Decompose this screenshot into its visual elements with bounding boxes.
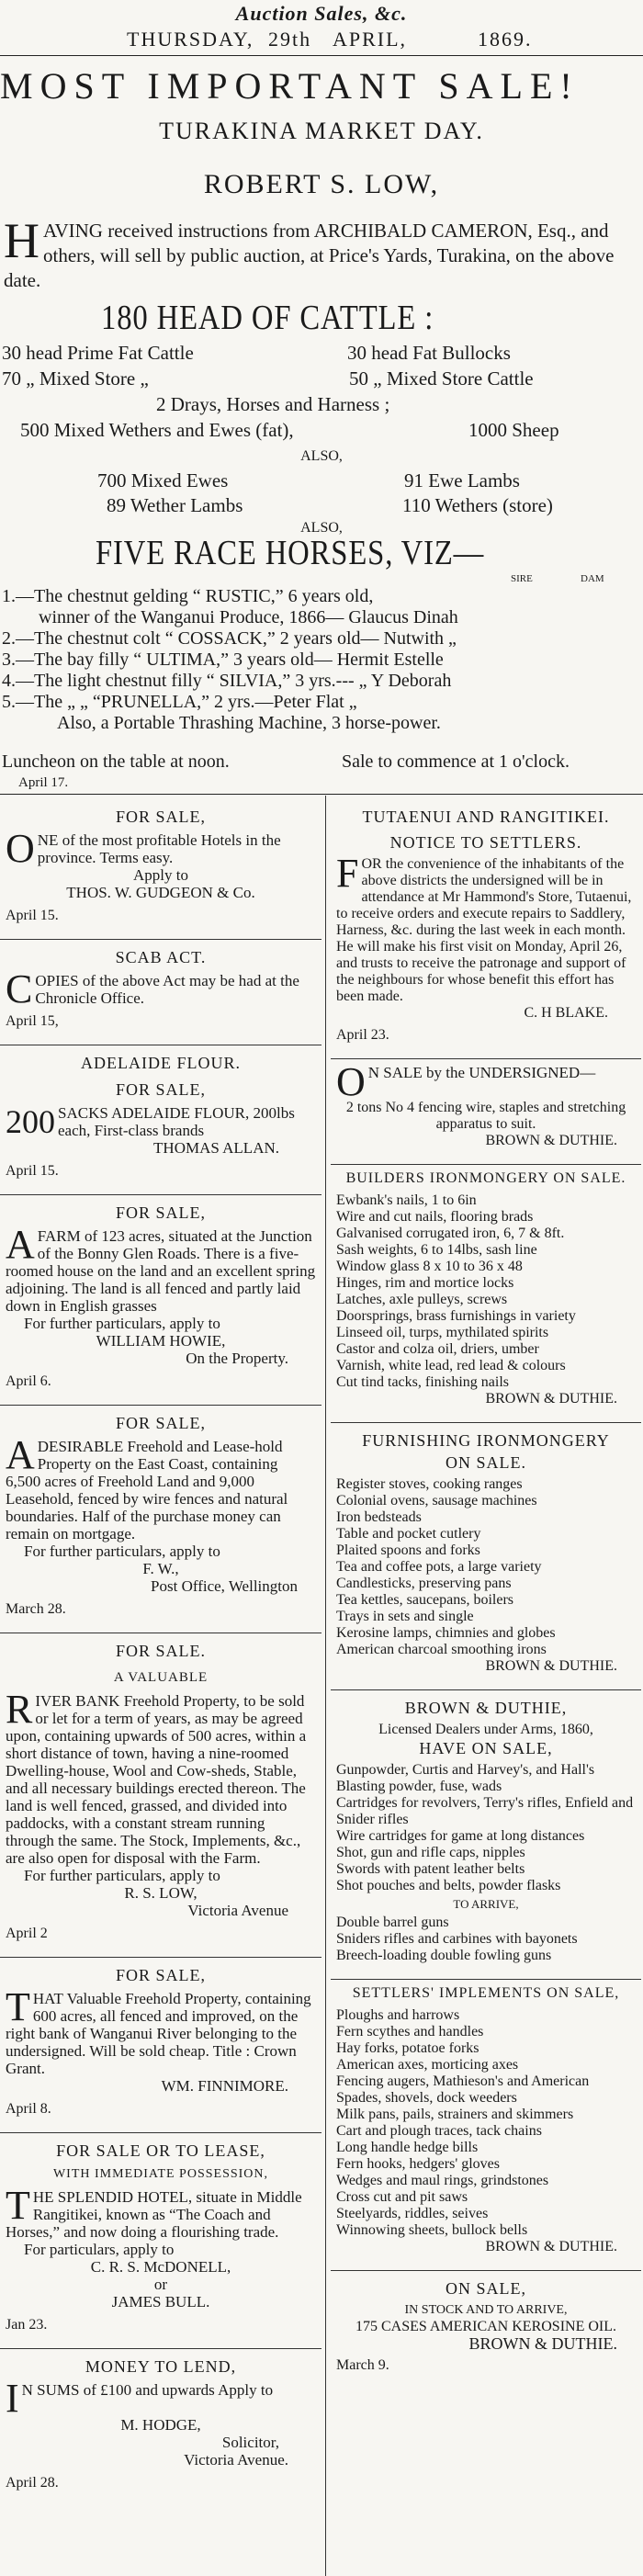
- lead-subtitle: TURAKINA MARKET DAY.: [159, 118, 484, 144]
- list-item: Hay forks, potatoe forks: [336, 2040, 479, 2056]
- item-list: [336, 2007, 636, 2239]
- ad-heading: FOR SALE,: [115, 1203, 206, 1222]
- list-item: Latches, axle pulleys, screws: [336, 1292, 508, 1307]
- ad-builders-ironmongery: [331, 1170, 641, 1417]
- ad-heading: FOR SALE OR TO LEASE,: [56, 2141, 265, 2160]
- ad-heading: FOR SALE.: [115, 1642, 206, 1660]
- separator: [331, 1979, 641, 1980]
- ad-river-bank: [0, 1643, 322, 1951]
- ad-subheading: FOR SALE,: [115, 1080, 206, 1099]
- ad-signature: C. R. S. McDONELL,: [90, 2258, 231, 2276]
- list-item: Swords with patent leather belts: [336, 1861, 525, 1877]
- ad-farm-sale: [0, 1204, 322, 1399]
- drop-cap: A: [6, 1222, 35, 1267]
- ad-text: OPIES of the above Act may be had at the Chronicle Office.: [35, 972, 299, 1007]
- list-item: Blasting powder, fuse, wads: [336, 1779, 502, 1794]
- horse-line: winner of the Wanganui Produce, 1866— Glaucus Dinah: [39, 607, 458, 627]
- sheep-item: 700 Mixed Ewes: [97, 469, 229, 491]
- ad-apply: For particulars, apply to: [24, 2241, 175, 2258]
- list-item: Fern scythes and handles: [336, 2024, 484, 2039]
- ad-kerosine-oil: [331, 2280, 641, 2383]
- ad-body: [336, 851, 636, 1005]
- separator: [0, 1194, 322, 1195]
- sheep-item: 89 Wether Lambs: [107, 494, 243, 516]
- drop-cap: A: [6, 1432, 35, 1477]
- ad-apply: Apply to: [133, 866, 188, 884]
- list-item: Cut tind tacks, finishing nails: [336, 1374, 509, 1390]
- list-item: Plaited spoons and forks: [336, 1542, 480, 1558]
- ad-text: SACKS ADELAIDE FLOUR, 200lbs each, First-class brands: [58, 1104, 295, 1139]
- ad-date: Jan 23.: [6, 2317, 48, 2333]
- ad-body: [336, 1059, 636, 1104]
- ad-body: [6, 1687, 316, 1867]
- list-item: Wire cartridges for game at long distances: [336, 1828, 585, 1844]
- list-item: Cart and plough traces, tack chains: [336, 2123, 542, 2139]
- cattle-list: [0, 340, 643, 443]
- separator: [331, 1689, 641, 1690]
- ad-signature-line: Post Office, Wellington: [151, 1577, 298, 1595]
- column-divider: [325, 796, 326, 2576]
- ad-subheading: HAVE ON SALE,: [419, 1739, 553, 1757]
- ad-date: April 15.: [6, 1163, 59, 1179]
- list-item: American axes, morticing axes: [336, 2057, 519, 2073]
- drop-cap: F: [336, 851, 359, 896]
- commence-note: Sale to commence at 1 o'clock.: [342, 751, 570, 772]
- list-item: Fencing augers, Mathieson's and American: [336, 2073, 590, 2089]
- ad-date: April 8.: [6, 2101, 51, 2117]
- cattle-item: 50 „ Mixed Store Cattle: [349, 367, 534, 390]
- horse-line: 4.—The light chestnut filly “ SILVIA,” 3 yrs.--- „ Y Deborah: [2, 671, 452, 691]
- ad-subheading: WITH IMMEDIATE POSSESSION,: [52, 2167, 269, 2181]
- list-item: Gunpowder, Curtis and Harvey's, and Hall's: [336, 1762, 595, 1778]
- ad-signature-line: Victoria Avenue: [187, 1902, 288, 1919]
- item-list: [336, 1915, 636, 1964]
- ad-date: April 15,: [6, 1013, 59, 1029]
- ad-text: HAT Valuable Freehold Property, containing 600 acres, all fenced and improved, on the right bank of Wanganui River belonging to the undersigned. Will be sold cheap. Title : Crown Grant.: [6, 1990, 311, 2077]
- list-item: Breech-loading double fowling guns: [336, 1948, 552, 1963]
- separator: [0, 1405, 322, 1406]
- ad-heading: BUILDERS IRONMONGERY ON SALE.: [345, 1170, 626, 1186]
- ad-heading: SETTLERS' IMPLEMENTS ON SALE,: [352, 1985, 620, 2001]
- sheep-list: [0, 469, 643, 518]
- thrashing-line: Also, a Portable Thrashing Machine, 3 horse-power.: [57, 713, 441, 733]
- ad-heading: FOR SALE,: [115, 1966, 206, 1984]
- list-item: Ewbank's nails, 1 to 6in: [336, 1192, 477, 1208]
- horse-line: 1.—The chestnut gelding “ RUSTIC,” 6 years old,: [2, 586, 374, 606]
- list-item: Long handle hedge bills: [336, 2140, 479, 2155]
- ad-signature: F. W.,: [142, 1560, 179, 1577]
- cattle-item: 1000 Sheep: [468, 419, 559, 441]
- list-item: Candlesticks, preserving pans: [336, 1576, 512, 1591]
- ad-body: [6, 2376, 316, 2421]
- ad-subheading: NOTICE TO SETTLERS.: [389, 833, 582, 852]
- ad-heading: MONEY TO LEND,: [85, 2357, 237, 2376]
- ad-settlers-implements: [331, 1985, 641, 2265]
- lead-title: MOST IMPORTANT SALE!: [0, 65, 580, 107]
- drop-cap: H: [4, 213, 39, 268]
- cattle-item: 500 Mixed Wethers and Ewes (fat),: [20, 419, 294, 441]
- list-item: Colonial ovens, sausage machines: [336, 1493, 537, 1508]
- ad-date: April 15.: [6, 908, 59, 923]
- ad-signature: THOMAS ALLAN.: [153, 1139, 279, 1157]
- item-list: [336, 1192, 636, 1391]
- rule: [0, 55, 643, 56]
- ad-signature: BROWN & DUTHIE.: [485, 1391, 617, 1407]
- list-item: Wire and cut nails, flooring brads: [336, 1209, 534, 1225]
- dateline-date: 29th: [268, 28, 312, 51]
- ad-apply: For further particulars, apply to: [24, 1315, 220, 1332]
- item-list: [336, 1762, 636, 1894]
- sheep-item: 110 Wethers (store): [402, 494, 553, 516]
- ad-text: 175 CASES AMERICAN KEROSINE OIL.: [355, 2319, 616, 2334]
- lead-date: April 17.: [18, 775, 69, 790]
- horses-list: [2, 586, 641, 734]
- ad-hotel-sale: [0, 808, 322, 933]
- ad-date: April 2: [6, 1926, 48, 1941]
- ad-arms-dealers: [331, 1700, 641, 1973]
- ad-signature: R. S. LOW,: [124, 1884, 197, 1902]
- ad-heading: ON SALE,: [446, 2279, 526, 2298]
- ad-signature: BROWN & DUTHIE.: [485, 1133, 617, 1148]
- ad-heading: BROWN & DUTHIE,: [404, 1699, 568, 1717]
- list-item: Shot, gun and rifle caps, nipples: [336, 1845, 525, 1860]
- horses-heading: FIVE RACE HORSES, VIZ—: [96, 534, 485, 572]
- ad-body: [6, 1984, 316, 2077]
- list-item: Iron bedsteads: [336, 1509, 422, 1525]
- separator: [331, 1058, 641, 1059]
- list-item: Winnowing sheets, bullock bells: [336, 2222, 528, 2238]
- ad-furnishing-ironmongery: [331, 1432, 641, 1684]
- drop-cap: 200: [6, 1103, 55, 1140]
- ad-body: [6, 1222, 316, 1315]
- list-item: Fern hooks, hedgers' gloves: [336, 2156, 500, 2172]
- also-label: ALSO,: [300, 520, 343, 536]
- left-column: [0, 799, 322, 2501]
- ad-text: HE SPLENDID HOTEL, situate in Middle Rangitikei, known as “The Coach and Horses,” and now doing a flourishing trade.: [6, 2188, 302, 2241]
- ad-heading: ADELAIDE FLOUR.: [81, 1054, 241, 1072]
- rule: [0, 794, 643, 795]
- ad-text: DESIRABLE Freehold and Lease-hold Property on the East Coast, containing 6,500 acres of Freehold Land and 9,000 Leasehold, fenced by wire fences and natural boundaries. Half of the purchase money can remain on mortgage.: [6, 1438, 288, 1542]
- lead-intro-text: AVING received instructions from ARCHIBALD CAMERON, Esq., and others, will sell by public auction, at Price's Yards, Turakina, on the above date.: [4, 220, 615, 291]
- list-item: Table and pocket cutlery: [336, 1526, 481, 1542]
- right-column: [331, 799, 641, 2383]
- list-item: Hinges, rim and mortice locks: [336, 1275, 514, 1291]
- ad-body: [6, 1104, 316, 1139]
- ad-text: N SUMS of £100 and upwards Apply to: [21, 2381, 274, 2399]
- ad-apply: For further particulars, apply to: [24, 1867, 220, 1884]
- list-item: Steelyards, riddles, seives: [336, 2206, 489, 2221]
- list-item: Galvanised corrugated iron, 6, 7 & 8ft.: [336, 1226, 565, 1241]
- ad-body: [6, 2183, 316, 2241]
- ad-signature-line: Solicitor,: [221, 2434, 279, 2451]
- list-item: Cross cut and pit saws: [336, 2189, 468, 2205]
- ad-scab-act: [0, 949, 322, 1039]
- dateline-year: 1869.: [478, 28, 533, 51]
- list-item: Register stoves, cooking ranges: [336, 1476, 523, 1492]
- luncheon-note: Luncheon on the table at noon.: [2, 751, 230, 772]
- lead-intro: [4, 213, 637, 293]
- separator: [331, 2270, 641, 2271]
- ad-heading: FURNISHING IRONMONGERY: [362, 1431, 610, 1450]
- cattle-heading: 180 HEAD OF CATTLE :: [101, 299, 434, 337]
- separator: [0, 2132, 322, 2133]
- ad-subheading: ON SALE.: [446, 1453, 526, 1472]
- list-item: Tea kettles, saucepans, boilers: [336, 1592, 514, 1608]
- drop-cap: I: [6, 2376, 19, 2421]
- ad-heading: SCAB ACT.: [115, 948, 207, 966]
- list-item: Kerosine lamps, chimnies and globes: [336, 1625, 556, 1641]
- drop-cap: T: [6, 1984, 30, 2029]
- list-item: Tea and coffee pots, a large variety: [336, 1559, 542, 1575]
- ad-date: March 28.: [6, 1601, 66, 1617]
- lead-auctioneer: ROBERT S. LOW,: [203, 169, 440, 199]
- drop-cap: C: [6, 966, 33, 1011]
- ad-text: OR the convenience of the inhabitants of the above districts the undersigned will be in attendance at Mr Hammond's Store, Tutaenui, to receive orders and execute repairs to Saddlery, Harness, &c. during the last week in each month. He will make his first visit on Monday, April 26, and trusts to receive the patronage and support of the neighbours for whose benefit this effort has been made.: [336, 856, 632, 1004]
- horse-line: 2.—The chestnut colt “ COSSACK,” 2 years old— Nutwith „: [2, 628, 457, 649]
- ad-fencing-wire: [331, 1059, 641, 1158]
- ad-text: FARM of 123 acres, situated at the Junction of the Bonny Glen Roads. There is a five-roomed house on the land and an excellent spring adjoining. The land is all fenced and partly laid down in English grasses: [6, 1227, 316, 1315]
- separator: [331, 1422, 641, 1423]
- ad-heading: FOR SALE,: [115, 808, 206, 826]
- list-item: Ploughs and harrows: [336, 2007, 460, 2023]
- cattle-item: 30 head Prime Fat Cattle: [2, 342, 194, 364]
- ad-signature: BROWN & DUTHIE.: [485, 2239, 617, 2254]
- ad-signature: WM. FINNIMORE.: [161, 2077, 288, 2095]
- ad-extra: 2 tons No 4 fencing wire, staples and stretching apparatus to suit.: [345, 1100, 626, 1132]
- list-item: Milk pans, pails, strainers and skimmers: [336, 2107, 574, 2122]
- list-item: Sniders rifles and carbines with bayonets: [336, 1931, 578, 1947]
- separator: [0, 2348, 322, 2349]
- horse-line: 3.—The bay filly “ ULTIMA,” 3 years old— Hermit Estelle: [2, 650, 444, 670]
- ad-date: April 28.: [6, 2475, 59, 2491]
- list-item: Trays in sets and single: [336, 1609, 474, 1624]
- separator: [331, 1164, 641, 1165]
- ad-signature-line: or: [153, 2276, 168, 2293]
- ad-text: NE of the most profitable Hotels in the province. Terms easy.: [37, 831, 281, 866]
- list-item: Varnish, white lead, red lead & colours: [336, 1358, 566, 1373]
- list-item: Cartridges for revolvers, Terry's rifles, Enfield and Snider rifles: [336, 1795, 634, 1827]
- list-item: Shot pouches and belts, powder flasks: [336, 1878, 561, 1893]
- ad-subheading: IN STOCK AND TO ARRIVE,: [404, 2303, 568, 2317]
- ad-signature-line: Victoria Avenue.: [184, 2451, 288, 2469]
- drop-cap: R: [6, 1687, 33, 1732]
- ad-text: IVER BANK Freehold Property, to be sold or let for a term of years, as may be agreed upon, containing upwards of 500 acres, within a short distance of town, having a nine-roomed Dwelling-house, Wool and Cow-sheds, Stable, and all necessary buildings erected thereon. The land is well fenced, grassed, and divided into paddocks, with a constant stream running through the same. The Stock, Implements, &c., are also open for disposal with the Farm.: [6, 1692, 307, 1867]
- ad-adelaide-flour: [0, 1055, 322, 1189]
- drop-cap: O: [6, 826, 35, 871]
- ad-subheading: TO ARRIVE,: [453, 1897, 519, 1911]
- drop-cap: O: [336, 1059, 366, 1104]
- list-item: Linseed oil, turps, mythilated spirits: [336, 1325, 549, 1340]
- ad-signature: WILLIAM HOWIE,: [96, 1332, 226, 1350]
- dam-label: DAM: [581, 573, 604, 584]
- list-item: Sash weights, 6 to 14lbs, sash line: [336, 1242, 537, 1258]
- cattle-item: 30 head Fat Bullocks: [347, 342, 511, 364]
- ad-subheading: A VALUABLE: [113, 1670, 209, 1685]
- ad-heading: FOR SALE,: [115, 1414, 206, 1432]
- ad-signature-line: On the Property.: [186, 1350, 288, 1367]
- sire-label: SIRE: [511, 573, 533, 584]
- ad-apply: For further particulars, apply to: [24, 1542, 220, 1560]
- list-item: Doorsprings, brass furnishings in variety: [336, 1308, 576, 1324]
- separator: [0, 1957, 322, 1958]
- list-item: Double barrel guns: [336, 1915, 449, 1930]
- cattle-item: 2 Drays, Horses and Harness ;: [156, 393, 390, 415]
- sheep-item: 91 Ewe Lambs: [404, 469, 520, 491]
- list-item: Spades, shovels, dock weeders: [336, 2090, 517, 2106]
- list-item: Wedges and maul rings, grindstones: [336, 2173, 549, 2188]
- also-label: ALSO,: [300, 448, 343, 464]
- ad-text: N SALE by the UNDERSIGNED—: [367, 1064, 596, 1081]
- drop-cap: T: [6, 2183, 30, 2228]
- list-item: American charcoal smoothing irons: [336, 1642, 547, 1657]
- ad-date: April 23.: [336, 1027, 389, 1043]
- ad-freehold-600: [0, 1967, 322, 2127]
- separator: [0, 939, 322, 940]
- list-item: Window glass 8 x 10 to 36 x 48: [336, 1259, 523, 1274]
- ad-signature-line: JAMES BULL.: [111, 2293, 210, 2310]
- dateline-day: THURSDAY,: [127, 28, 254, 51]
- ad-date: March 9.: [336, 2357, 389, 2373]
- ad-signature: C. H BLAKE.: [524, 1005, 608, 1021]
- ad-body: [6, 826, 316, 871]
- ad-money-to-lend: [0, 2358, 322, 2501]
- ad-date: April 6.: [6, 1373, 51, 1389]
- horse-line: 5.—The „ „ “PRUNELLA,” 2 yrs.—Peter Flat „: [2, 692, 357, 712]
- dateline-month: APRIL,: [333, 28, 408, 51]
- ad-signature: BROWN & DUTHIE.: [485, 1658, 617, 1674]
- ad-notice-settlers: [331, 808, 641, 1053]
- ad-signature: BROWN & DUTHIE.: [468, 2334, 617, 2353]
- ad-body: [6, 966, 316, 1011]
- ad-signature: M. HODGE,: [120, 2416, 201, 2434]
- ad-subheading: Licensed Dealers under Arms, 1860,: [378, 1722, 593, 1737]
- cattle-item: 70 „ Mixed Store „: [2, 367, 149, 390]
- item-list: [336, 1476, 636, 1658]
- ad-signature: THOS. W. GUDGEON & Co.: [66, 884, 255, 901]
- ad-east-coast: [0, 1415, 322, 1627]
- list-item: Castor and colza oil, driers, umber: [336, 1341, 539, 1357]
- ad-body: [6, 1432, 316, 1542]
- ad-heading: TUTAENUI AND RANGITIKEI.: [362, 808, 610, 826]
- ad-splendid-hotel: [0, 2142, 322, 2343]
- masthead: Auction Sales, &c.: [235, 2, 408, 25]
